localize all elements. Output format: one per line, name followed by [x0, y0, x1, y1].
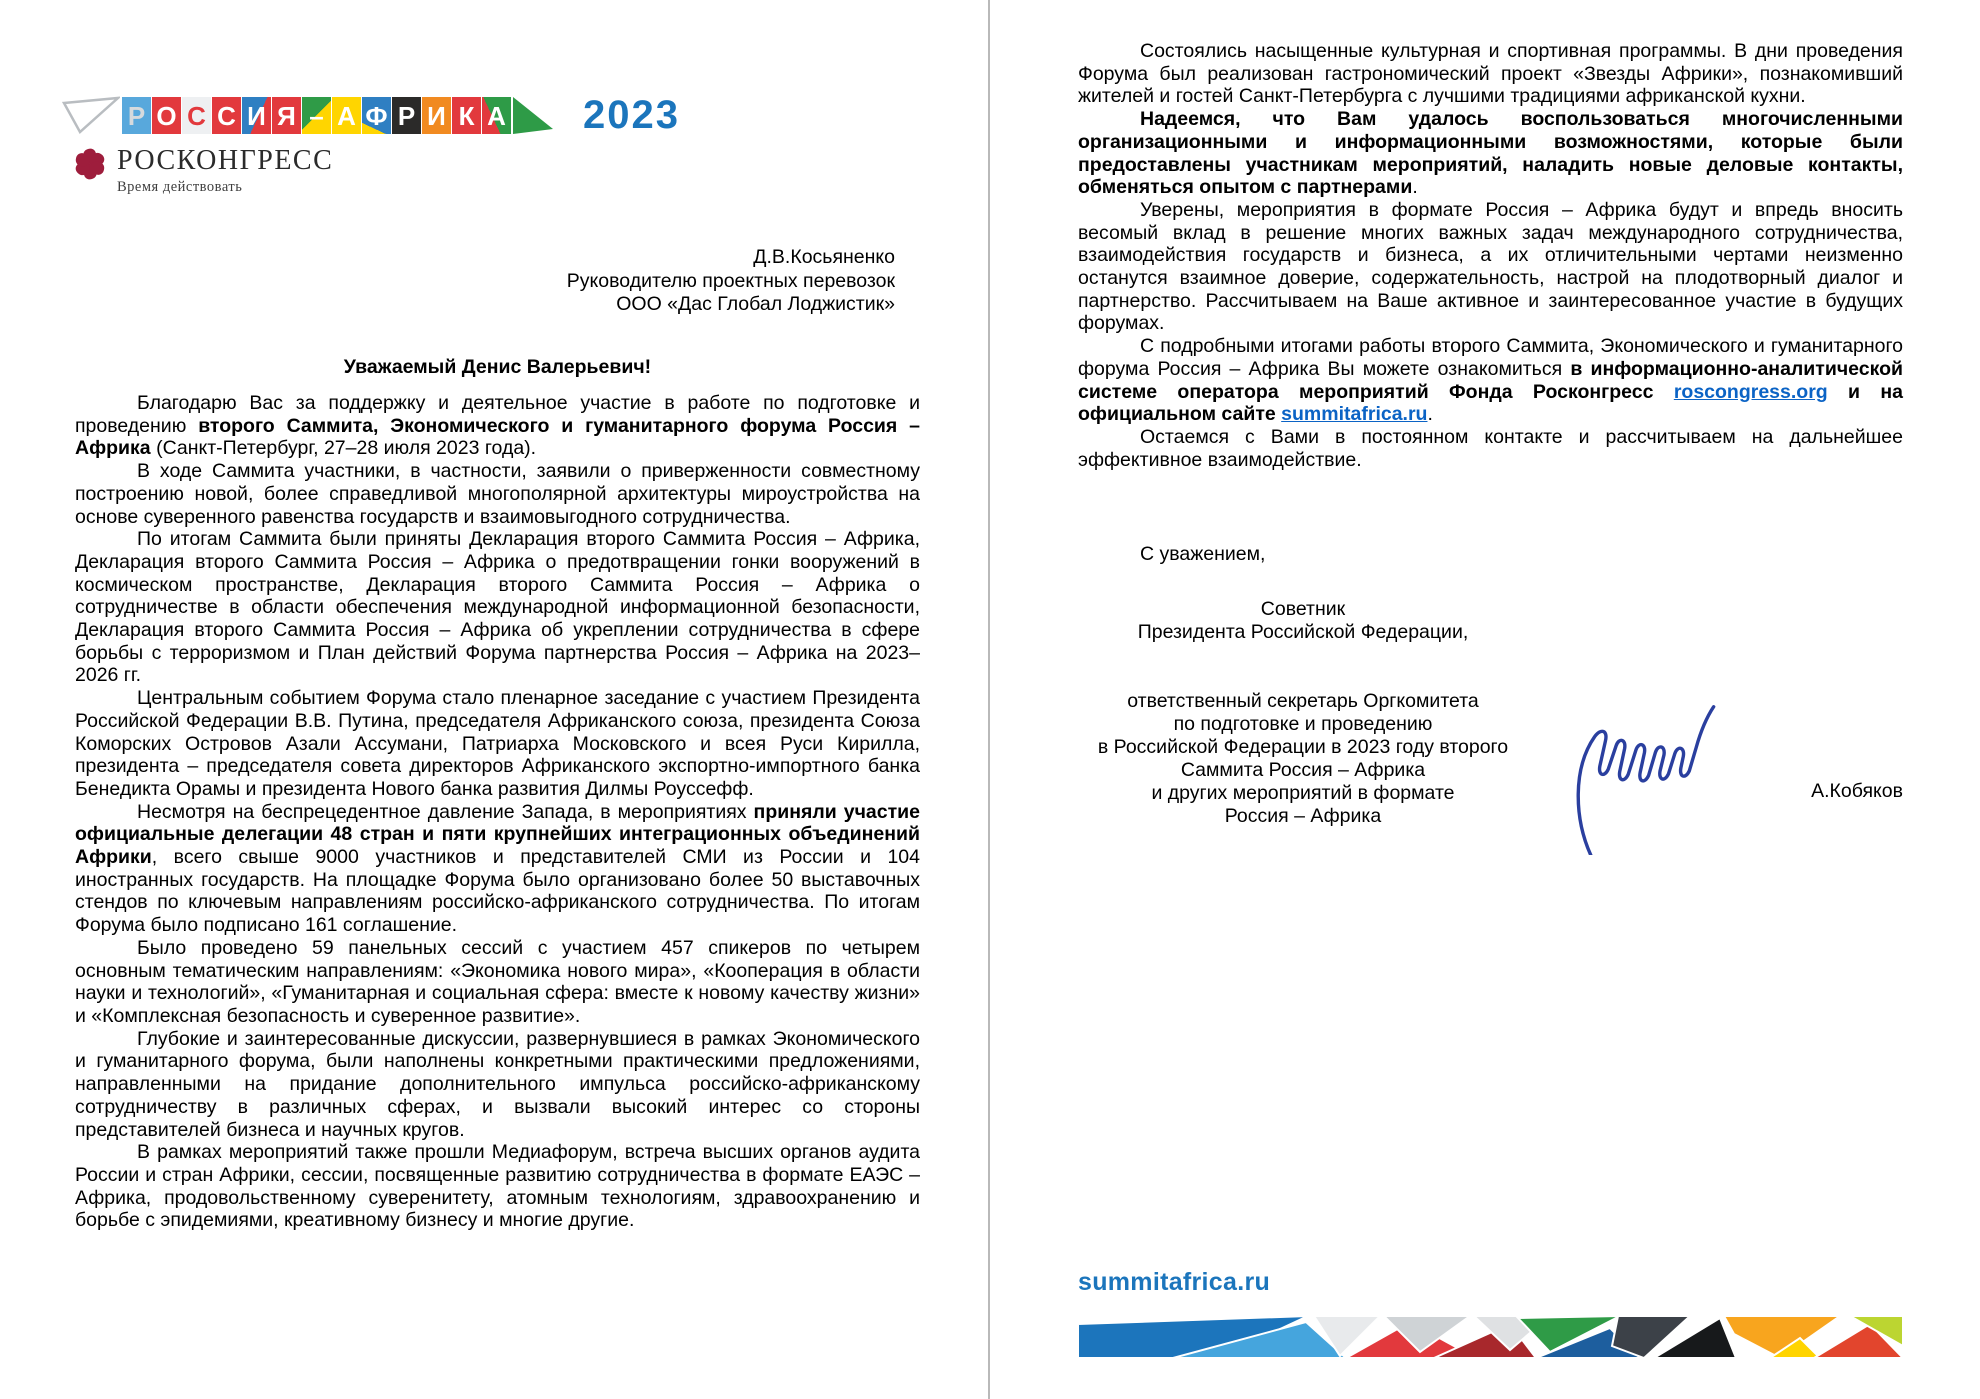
logo-letter-tile: Р — [392, 97, 421, 134]
text-run: и на официальном сайте — [1078, 380, 1903, 426]
text-line: в Российской Федерации в 2023 году второго — [1097, 736, 1509, 758]
logo-letter-tile: Р — [122, 97, 151, 134]
text-run: Надеемся, что Вам удалось воспользоваться многочисленными организационными и информационными возможностями, которые были предоставлены участникам мероприятий, наладить новые деловые контакты, обменяться опытом с партнерами — [1078, 108, 1903, 199]
text-line: Россия – Африка — [1224, 805, 1382, 827]
text-line: ООО «Дас Глобал Лоджистик» — [616, 293, 895, 315]
letter-page-2 — [990, 0, 1980, 1399]
text-line: Д.В.Косьяненко — [753, 246, 895, 268]
paragraph — [75, 1028, 920, 1142]
logo-letter-tile: – — [302, 97, 331, 134]
text-run: По итогам Саммита были приняты Декларация второго Саммита Россия – Африка, Декларация второго Саммита Россия – Африка о предотвращении гонки вооружений в космическом пространстве, Декларация второго Саммита Россия – Африка о сотрудничестве в области обеспечения международной информационной безопасности, Декларация второго Саммита Россия – Африка об укреплении сотрудничества в сфере борьбы с терроризмом и План действий Форума партнерства Россия – Африка на 2023–2026 гг. — [75, 528, 920, 687]
text-run: Центральным событием Форума стало пленарное заседание с участием Президента Российской Федерации В.В. Путина, председателя Африканского союза, президента Союза Коморских Островов Азали Ассумани, Патриарха Московского и всея Руси Кирилла, президента – председателя совета директоров Африканского экспортно-импортного банка Бенедикта Орамы и президента Нового банка развития Дилмы Роуссефф. — [75, 687, 920, 800]
text-run: . — [1412, 176, 1418, 199]
paragraph — [75, 687, 920, 801]
paragraph — [75, 1141, 920, 1232]
russia-africa-logo — [62, 93, 680, 138]
logo-flag-arrow-icon — [62, 96, 120, 136]
text-run: Глубокие и заинтересованные дискуссии, развернувшиеся в рамках Экономического и гуманитарного форума, были наполнены конкретными практическими предложениями, направленными на придание дополнительного импульса российско-африканскому сотрудничеству в различных сферах, и вызвали высокий интерес со стороны представителей бизнеса и научных кругов. — [75, 1027, 920, 1141]
text-run: Несмотря на беспрецедентное давление Запада, в мероприятиях — [137, 800, 754, 823]
text-run: в информационно-аналитической системе оператора мероприятий Фонда Росконгресс — [1078, 357, 1903, 403]
text-run: Состоялись насыщенные культурная и спортивная программы. В дни проведения Форума был реализован гастрономический проект «Звезды Африки», познакомивший жителей и гостей Санкт-Петербурга с лучшими традициями африканской кухни. — [1078, 40, 1903, 108]
paragraph — [1078, 199, 1903, 335]
paragraph — [1078, 335, 1903, 426]
logo-letter-tile: Ф — [362, 97, 391, 134]
logo-letter-tile: Я — [272, 97, 301, 134]
signature-title-block — [1078, 598, 1528, 828]
paragraph — [75, 460, 920, 528]
logo-letter-tile: А — [482, 97, 511, 134]
letter-body-page1 — [75, 392, 920, 1232]
text-run: приняли участие официальные делегации 48 стран и пяти крупнейших интеграционных объединений Африки — [75, 800, 920, 869]
roscongress-logo — [72, 146, 333, 196]
text-line: ответственный секретарь Оргкомитета — [1127, 690, 1479, 712]
footer-mosaic-stripe — [1078, 1316, 1903, 1358]
roscongress-pinwheel-icon — [72, 146, 108, 182]
text-line — [1078, 667, 1528, 690]
logo-letter-tile: С — [212, 97, 241, 134]
logo-letter-tile: И — [422, 97, 451, 134]
letter-body-page2 — [1078, 40, 1903, 586]
text-line: Саммита Россия – Африка — [1180, 759, 1426, 781]
addressee-block — [567, 246, 895, 317]
logo-letter-tile: К — [452, 97, 481, 134]
text-line: Президента Российской Федерации, — [1137, 621, 1469, 643]
hyperlink[interactable]: roscongress.org — [1673, 380, 1828, 403]
text-run: В ходе Саммита участники, в частности, заявили о приверженности совместному построению новой, более справедливой многополярной архитектуры мироустройства на основе суверенного равенства государств и взаимовыгодного сотрудничества. — [75, 460, 920, 528]
page2-paragraphs — [1078, 40, 1903, 471]
text-run: . — [1427, 403, 1433, 426]
footer-website: summitafrica.ru — [1078, 1268, 1271, 1296]
paragraph — [1078, 40, 1903, 108]
text-line: и других мероприятий в формате — [1151, 782, 1455, 804]
text-run: Уверены, мероприятия в формате Россия – Африка будут и впредь вносить весомый вклад в решение многих важных задач международного сотрудничества, взаимодействия государств и бизнеса, а их отличительными чертами неизменно останутся взаимное доверие, содержательность, настрой на плодотворный диалог и партнерство. Рассчитываем на Ваше активное и заинтересованное участие в будущих форумах. — [1078, 198, 1903, 335]
logo-letter-tile: И — [242, 97, 271, 134]
text-run: (Санкт-Петербург, 27–28 июля 2023 года). — [150, 437, 537, 460]
paragraph — [1078, 426, 1903, 471]
paragraph — [75, 528, 920, 687]
closing-line: С уважением, — [1140, 543, 1266, 566]
paragraph — [75, 937, 920, 1028]
paragraph — [75, 801, 920, 937]
letter-page-1 — [0, 0, 988, 1399]
text-run: второго Саммита, Экономического и гуманитарного форума Россия – Африка — [75, 414, 920, 460]
salutation: Уважаемый Денис Валерьевич! — [343, 356, 652, 378]
paragraph — [75, 392, 920, 460]
text-line: Руководителю проектных перевозок — [566, 269, 895, 292]
logo-end-triangle-icon — [513, 97, 553, 134]
logo-year: 2023 — [583, 93, 680, 137]
logo-letter-tiles — [122, 97, 512, 134]
roscongress-wordmark: РОСКОНГРЕСС — [117, 145, 334, 176]
logo-letter-tile: С — [182, 97, 211, 134]
text-run: С подробными итогами работы второго Саммита, Экономического и гуманитарного форума Россия – Африка Вы можете ознакомиться — [1078, 335, 1903, 380]
text-run: Было проведено 59 панельных сессий с участием 457 спикеров по четырем основным тематическим направлениям: «Экономика нового мира», «Кооперация в области науки и технологий», «Гуманитарная и социальная сфера: вместе к новому качеству жизни» и «Комплексная безопасность и суверенное развитие». — [75, 936, 920, 1027]
text-run: Остаемся с Вами в постоянном контакте и рассчитываем на дальнейшее эффективное взаимодействие. — [1078, 425, 1903, 471]
signer-name: А.Кобяков — [1811, 780, 1903, 802]
text-line: Советник — [1260, 598, 1346, 620]
text-run: , всего свыше 9000 участников и представителей СМИ из России и 104 иностранных государств. На площадке Форума было организовано более 50 выставочных стендов по ключевым направлениям российско-африканского сотрудничества. По итогам Форума было подписано 161 соглашение. — [75, 846, 920, 937]
text-run: Благодарю Вас за поддержку и деятельное участие в работе по подготовке и проведению — [75, 392, 920, 437]
roscongress-tagline: Время действовать — [117, 178, 243, 195]
text-line: по подготовке и проведению — [1173, 713, 1433, 735]
hyperlink[interactable]: summitafrica.ru — [1281, 403, 1428, 426]
logo-letter-tile: О — [152, 97, 181, 134]
text-run: В рамках мероприятий также прошли Медиафорум, встреча высших органов аудита России и стран Африки, сессии, посвященные развитию сотрудничества в формате ЕАЭС – Африка, продовольственному суверенитету, атомным технологиям, здравоохранению и борьбе с эпидемиями, креативному бизнесу и многие другие. — [75, 1141, 920, 1232]
text-line — [1078, 644, 1528, 667]
handwritten-signature — [1553, 640, 1733, 855]
logo-letter-tile: А — [332, 97, 361, 134]
paragraph — [1078, 108, 1903, 199]
